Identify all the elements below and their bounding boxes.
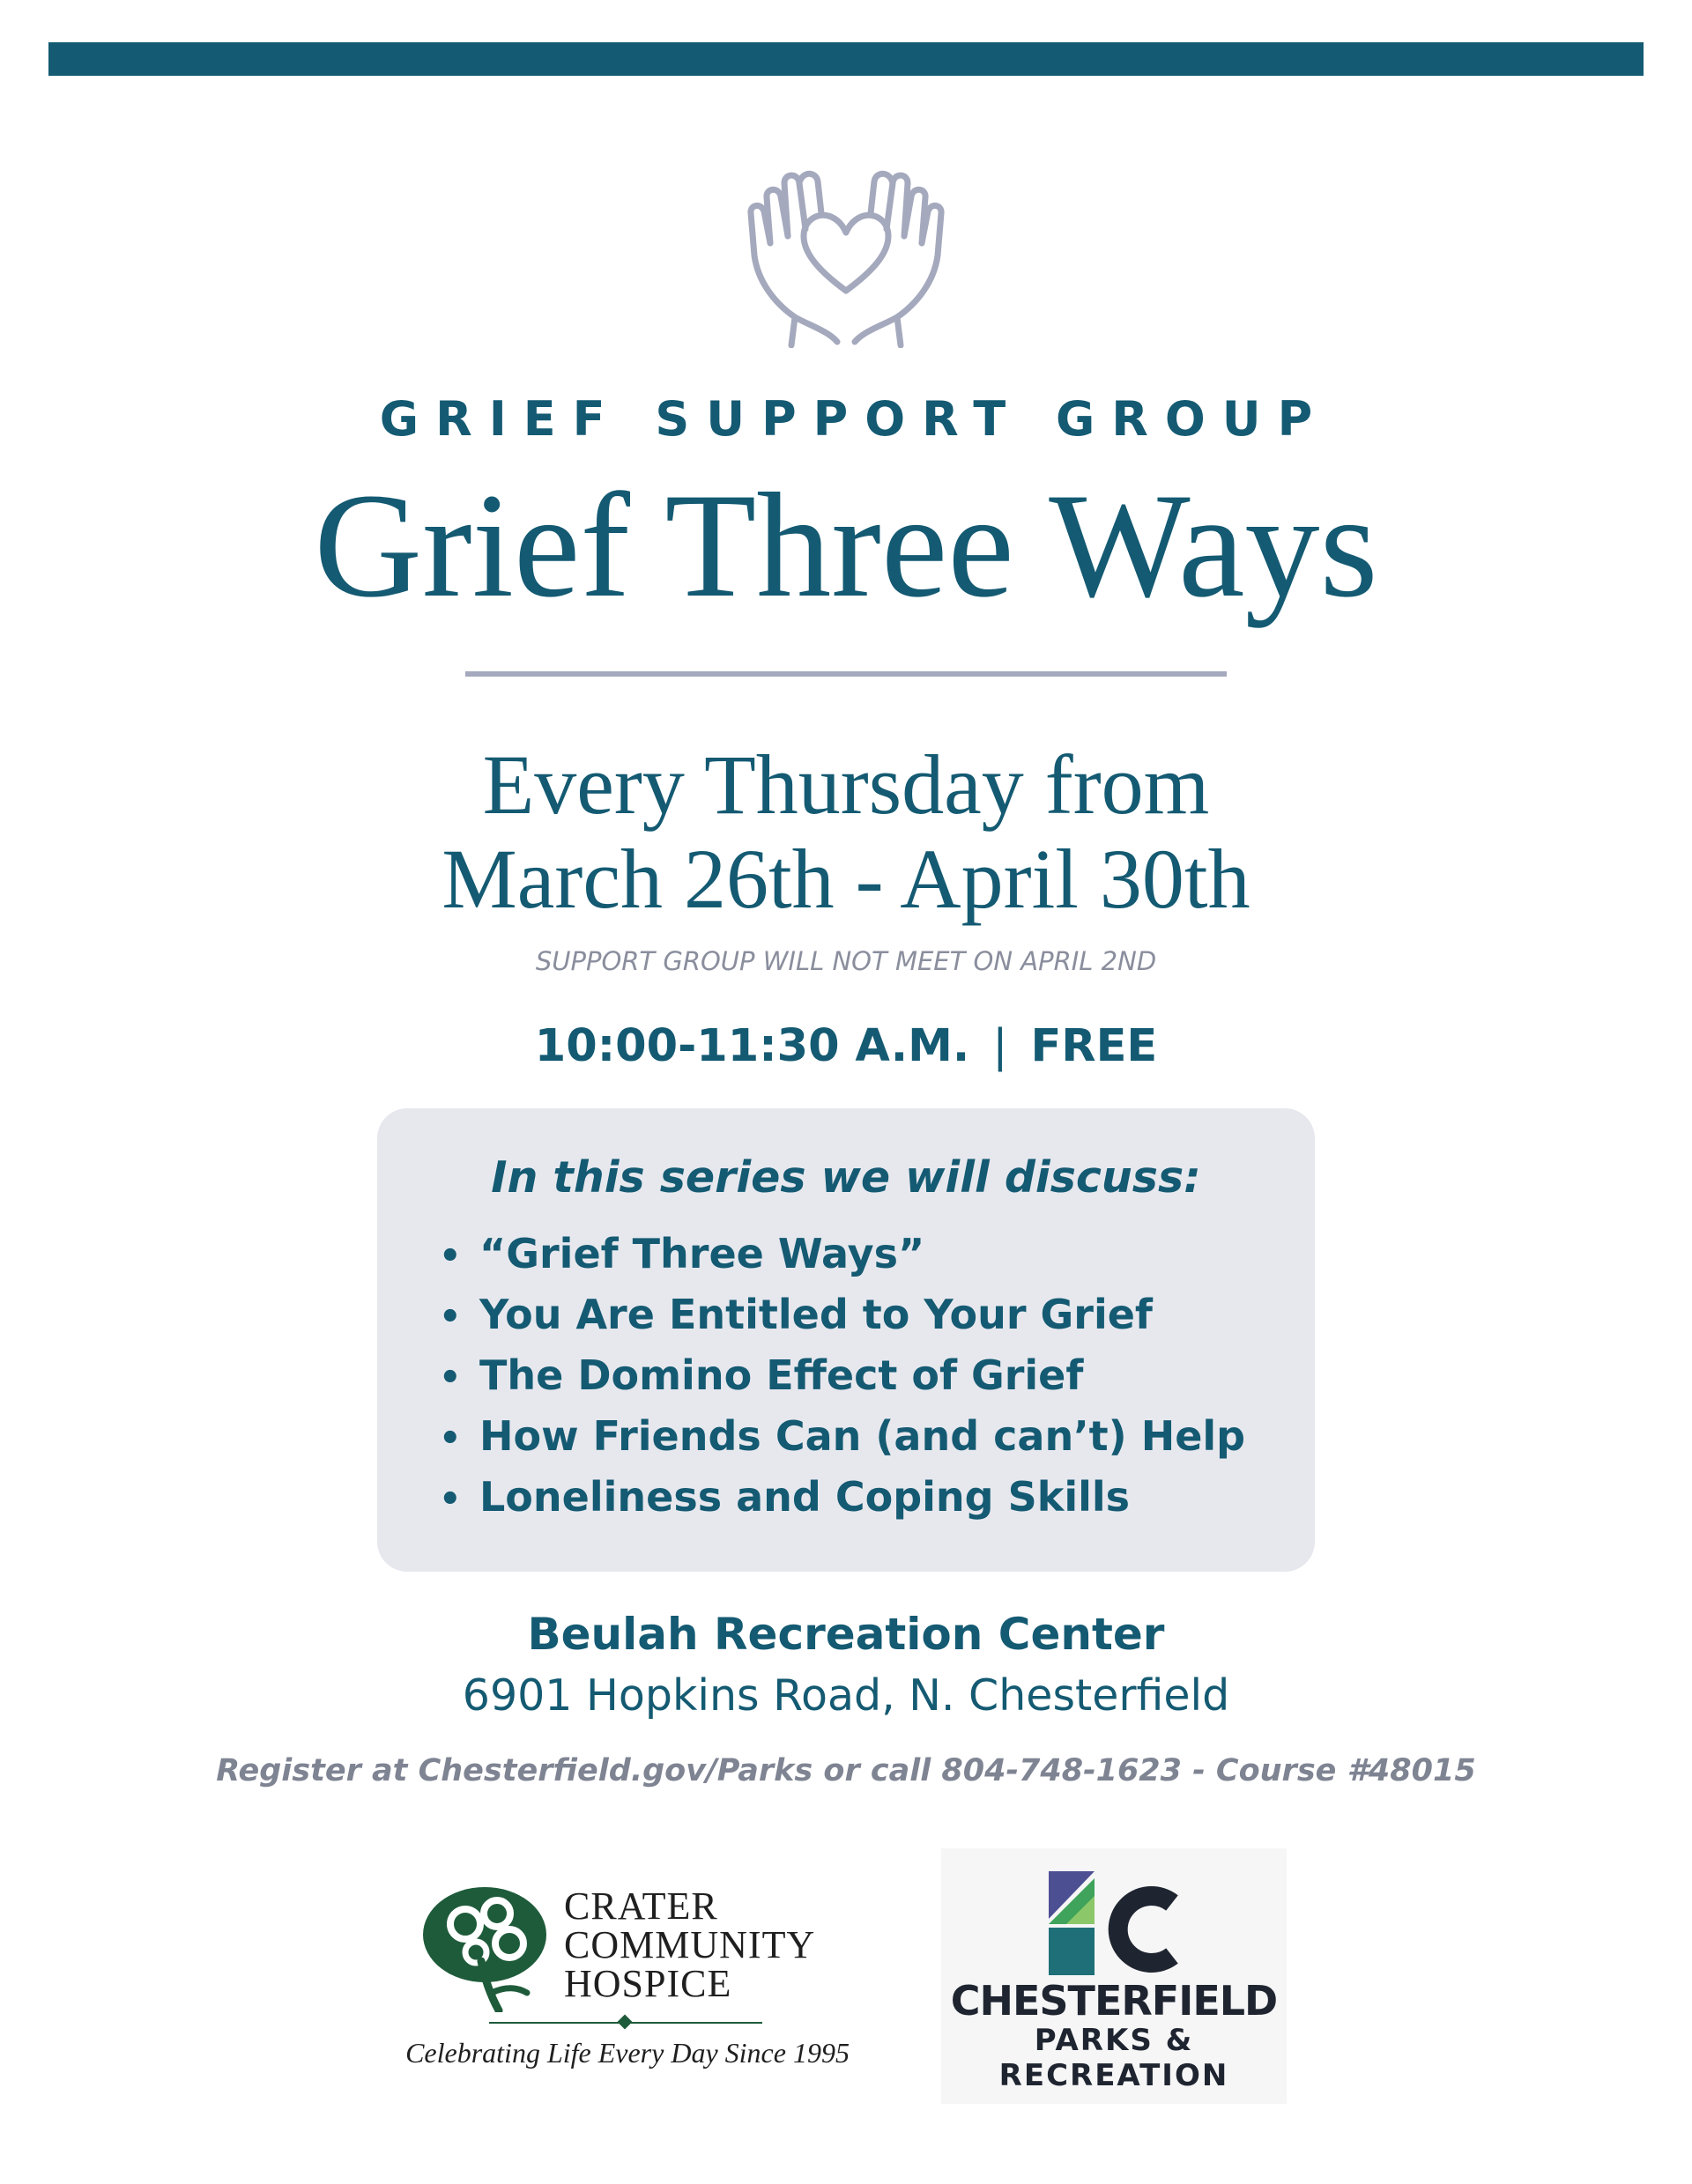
list-item — [439, 1346, 1245, 1407]
flower-emblem-icon — [414, 1880, 555, 2012]
hospice-logo-line-3: HOSPICE — [564, 1962, 732, 2005]
c-logo-icon — [1040, 1869, 1191, 1982]
venue-name: Beulah Recreation Center — [527, 1609, 1165, 1660]
venue-address: 6901 Hopkins Road, N. Chesterfield — [462, 1670, 1230, 1721]
time-and-price — [0, 1020, 1692, 1072]
hospice-tagline: Celebrating Life Every Day Since 1995 — [405, 2037, 850, 2069]
chesterfield-logo-line-2: PARKS & — [1034, 2023, 1194, 2058]
bullet-icon: • — [439, 1479, 462, 1520]
chesterfield-logo-line-3: RECREATION — [998, 2058, 1229, 2093]
list-item — [439, 1285, 1245, 1346]
top-accent-bar — [48, 42, 1644, 76]
topic-text: How Friends Can (and can’t) Help — [479, 1412, 1246, 1460]
bullet-icon: • — [439, 1297, 462, 1337]
schedule-note: SUPPORT GROUP WILL NOT MEET ON APRIL 2ND — [535, 946, 1157, 976]
list-item — [439, 1225, 1245, 1285]
hands-heart-icon — [740, 159, 952, 348]
list-item — [439, 1407, 1245, 1468]
session-time: 10:00-11:30 A.M. — [534, 1020, 970, 1072]
schedule-line-2: March 26th - April 30th — [442, 832, 1250, 926]
schedule-line-1: Every Thursday from — [482, 737, 1210, 832]
event-kicker: GRIEF SUPPORT GROUP — [379, 391, 1330, 447]
list-item — [439, 1468, 1245, 1529]
bullet-icon: • — [439, 1358, 462, 1398]
diamond-ornament-icon — [618, 2015, 633, 2030]
session-price: FREE — [1030, 1020, 1158, 1072]
hospice-logo-line-2: COMMUNITY — [564, 1923, 816, 1966]
topic-text: Loneliness and Coping Skills — [479, 1473, 1130, 1521]
bullet-icon: • — [439, 1418, 462, 1459]
bullet-icon: • — [439, 1236, 462, 1277]
hospice-logo-line-1: CRATER — [564, 1884, 718, 1928]
series-topics-panel — [377, 1108, 1315, 1572]
hospice-logo-text — [564, 1884, 816, 2005]
title-divider — [465, 671, 1227, 677]
series-heading: In this series we will discuss: — [491, 1152, 1201, 1203]
topic-text: You Are Entitled to Your Grief — [479, 1291, 1153, 1338]
page-title: Grief Three Ways — [314, 463, 1378, 628]
topics-list — [439, 1225, 1245, 1529]
chesterfield-logo-line-1: CHESTERFIELD — [950, 1977, 1278, 2025]
registration-info: Register at Chesterfield.gov/Parks or call 804-748-1623 - Course #48015 — [216, 1753, 1476, 1788]
topic-text: The Domino Effect of Grief — [479, 1351, 1084, 1399]
time-price-separator: | — [992, 1020, 1008, 1072]
topic-text: “Grief Three Ways” — [479, 1230, 925, 1277]
